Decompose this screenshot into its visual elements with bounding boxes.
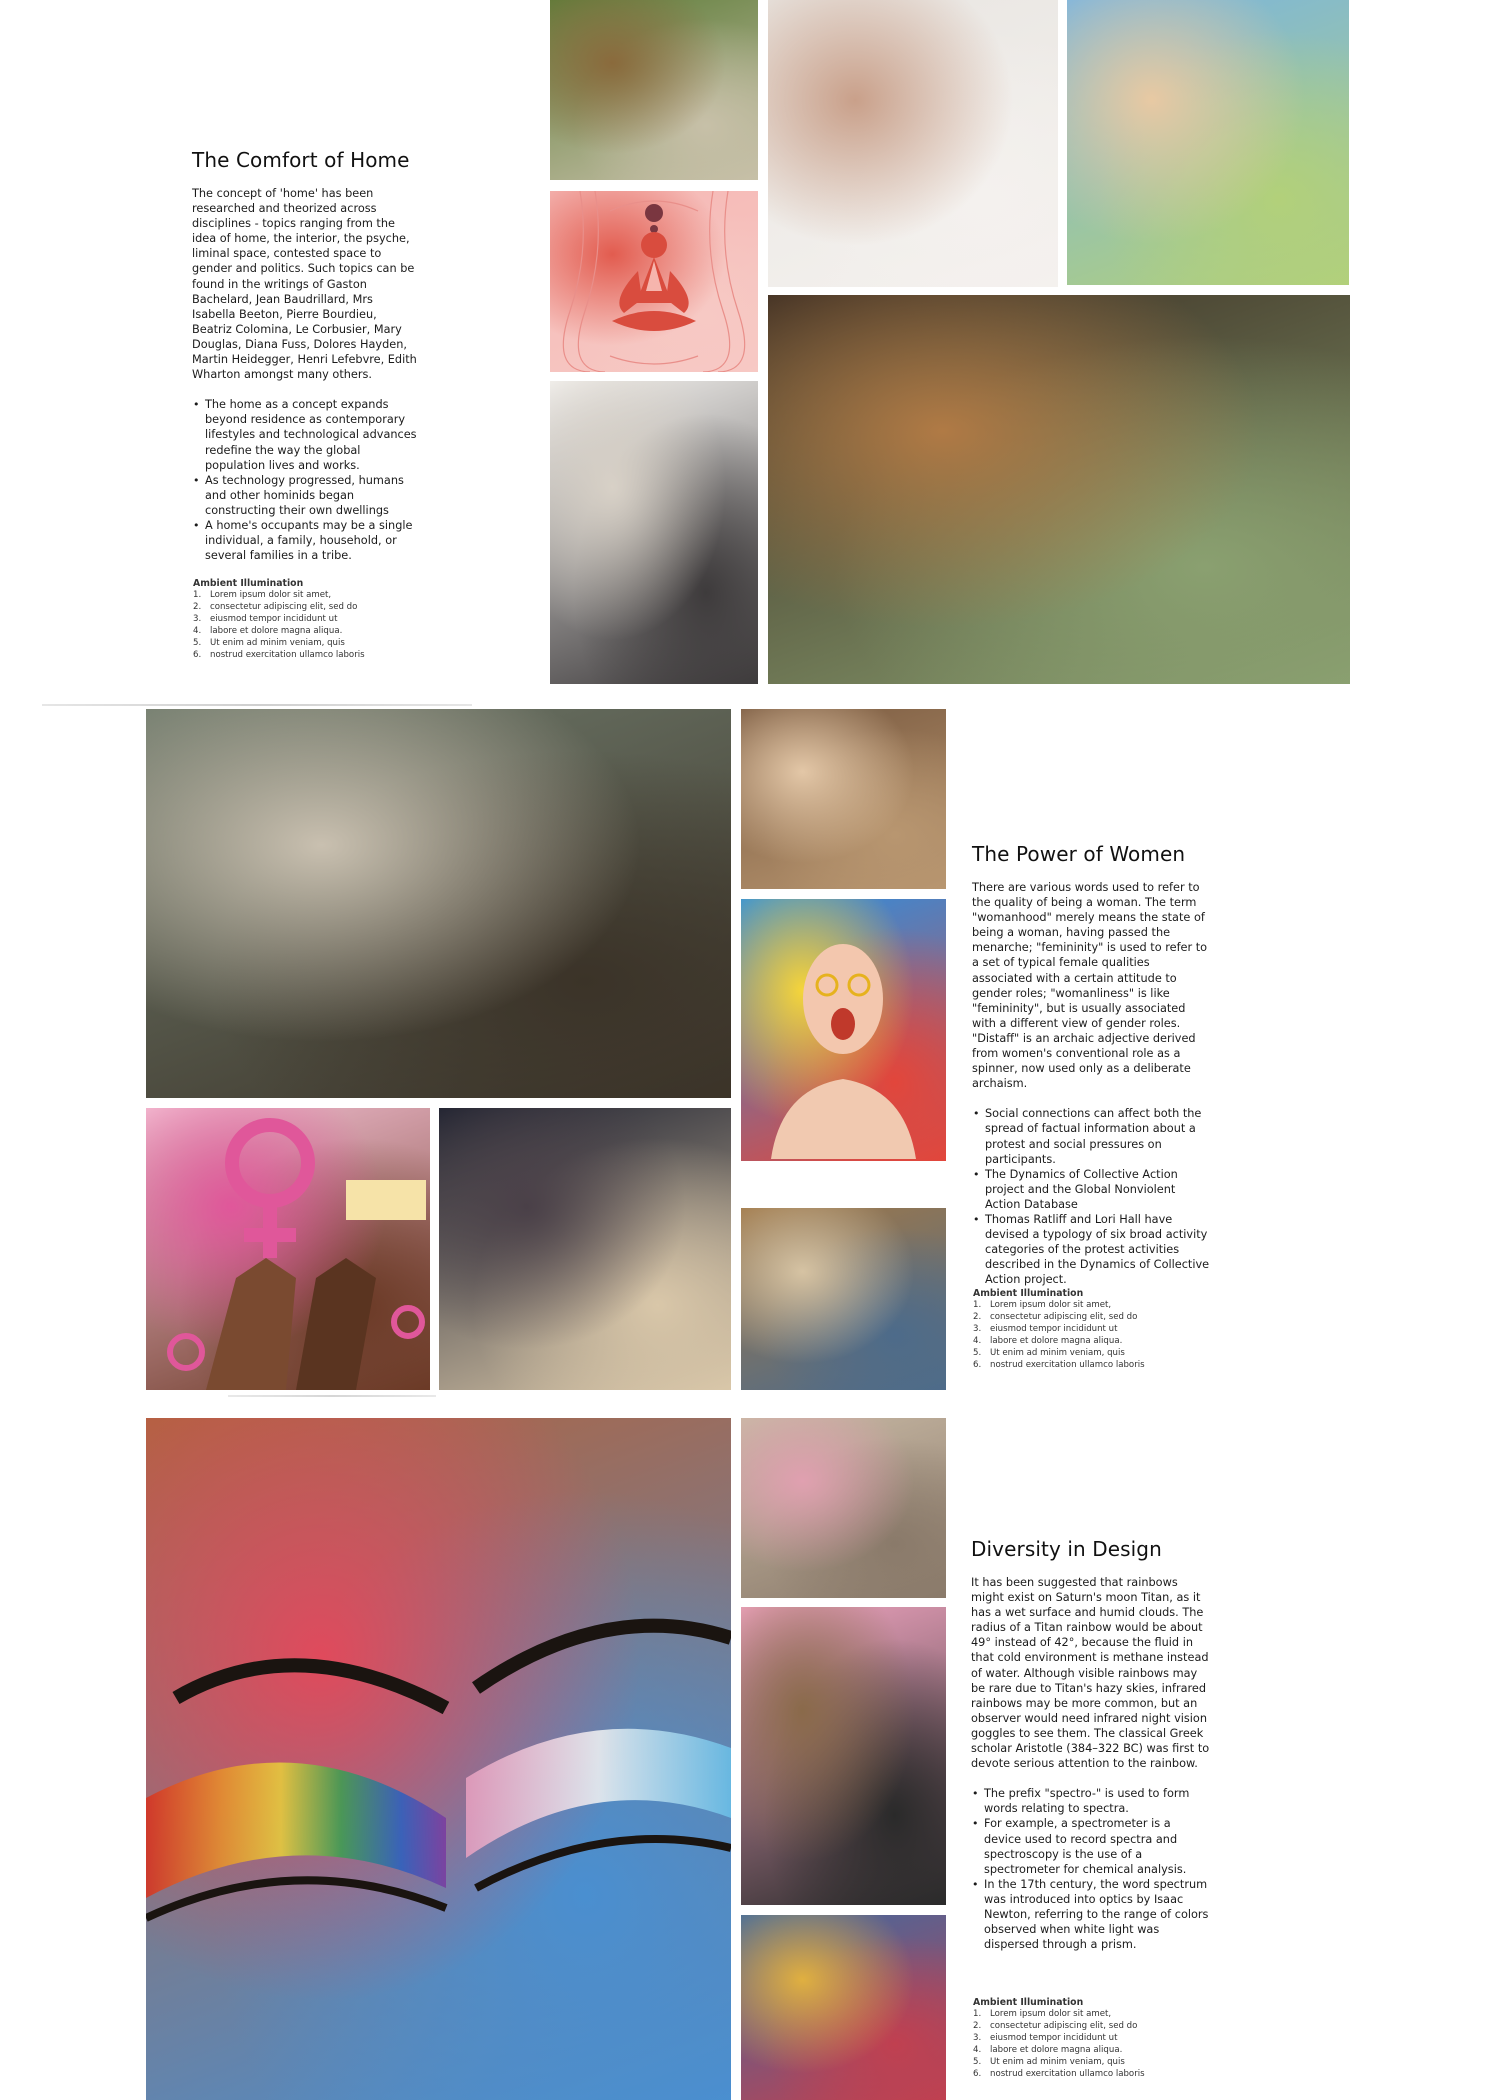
ambient-item: 2. consectetur adipiscing elit, sed do <box>193 601 358 612</box>
ambient-item: 3. eiusmod tempor incididunt ut <box>973 1323 1118 1334</box>
ambient-item: 2. consectetur adipiscing elit, sed do <box>973 1311 1138 1322</box>
ambient-item: 4. labore et dolore magna aliqua. <box>973 1335 1123 1346</box>
meditation-illustration <box>550 191 758 372</box>
women-bullet: • Thomas Ratliff and Lori Hall have devised a typology of six broad activity categories of the protest activities described in the Dynamics of Collective Action project. <box>985 1212 1212 1287</box>
rainbow-eyes-photo <box>146 1418 731 2100</box>
women-text-block <box>972 842 1212 1287</box>
female-symbol-icon <box>146 1108 430 1390</box>
ambient-item: 1. Lorem ipsum dolor sit amet, <box>973 2009 1112 2019</box>
diversity-body: It has been suggested that rainbows might exist on Saturn's moon Titan, as it has a wet surface and humid clouds. The radius of a Titan rainbow would be about 49° instead of 42°, because the fluid in that cold environment is methane instead of water. Although visible rainbows may be rare due to Titan's hazy skies, infrared rainbows may be more common, but an observer would need infrared night vision goggles to see them. The classical Greek scholar Aristotle (384–322 BC) was first to devote serious attention to the rainbow. <box>971 1576 1210 1771</box>
child-airplane-play-photo <box>768 0 1058 287</box>
ambient-item: 6. nostrud exercitation ullamco laboris <box>973 2068 1145 2079</box>
night-protest-photo <box>439 1108 731 1390</box>
ambient-item: 3. eiusmod tempor incididunt ut <box>193 613 338 624</box>
ambient-item: 2. consectetur adipiscing elit, sed do <box>973 2020 1138 2031</box>
closed-eyes-icon <box>146 1418 731 2100</box>
ambient-title: Ambient Illumination <box>973 1288 1084 1299</box>
women-protest-signs-photo <box>741 709 946 889</box>
home-text-block <box>192 148 418 563</box>
home-bullet: • The home as a concept expands beyond residence as contemporary lifestyles and technological advances redefine the way the global population lives and works. <box>205 397 418 472</box>
home-body: The concept of 'home' has been researched and theorized across disciplines - topics ranging from the idea of home, the interior, the psyche, liminal space, contested space to gender and politics. Such topics can be found in the writings of Gaston Bachelard, Jean Baudrillard, Mrs Isabella Beeton, Pierre Bourdieu, Beatriz Colomina, Le Corbusier, Mary Douglas, Diana Fuss, Dolores Hayden, Martin Heidegger, Henri Lefebvre, Edith Wharton amongst many others. <box>192 187 417 382</box>
diversity-text-block <box>971 1537 1211 1952</box>
ambient-item: 4. labore et dolore magna aliqua. <box>193 625 343 636</box>
woman-in-chair-photo <box>550 381 758 684</box>
ambient-item: 5. Ut enim ad minim veniam, quis <box>193 637 345 648</box>
divider-strip <box>42 704 472 706</box>
family-dinner-photo <box>768 295 1350 684</box>
home-bullet: • A home's occupants may be a single individual, a family, household, or several families in a tribe. <box>205 518 418 563</box>
rainbow-hair-illustration <box>741 899 946 1161</box>
kids-smiling-photo <box>1067 0 1349 285</box>
ambient-item: 5. Ut enim ad minim veniam, quis <box>973 1347 1125 1358</box>
diversity-title: Diversity in Design <box>971 1537 1162 1561</box>
home-ambient <box>193 578 393 661</box>
shouting-woman-icon <box>741 899 946 1161</box>
family-walk-bridge-photo <box>550 0 758 180</box>
women-bullet: • The Dynamics of Collective Action project and the Global Nonviolent Action Database <box>985 1167 1212 1212</box>
home-bullets <box>192 397 418 563</box>
ambient-item: 6. nostrud exercitation ullamco laboris <box>193 649 365 660</box>
women-body: There are various words used to refer to the quality of being a woman. The term "womanhood" merely means the state of being a woman, having passed the menarche; "femininity" is used to refer to a set of typical female qualities associated with a certain attitude to gender roles; "womanliness" is like "femininity", but is usually associated with a different view of gender roles. "Distaff" is an archaic adjective derived from women's conventional role as a spinner, now used only as a deliberate archaism. <box>972 881 1208 1091</box>
meditation-figure-icon <box>550 191 758 372</box>
ambient-item: 6. nostrud exercitation ullamco laboris <box>973 1359 1145 1370</box>
ambient-item: 1. Lorem ipsum dolor sit amet, <box>193 590 332 600</box>
ambient-item: 3. eiusmod tempor incididunt ut <box>973 2032 1118 2043</box>
diversity-bullet: • For example, a spectrometer is a device used to record spectra and spectroscopy is the use of a spectrometer for chemical analysis. <box>984 1816 1211 1876</box>
female-symbol-illustration <box>146 1108 430 1390</box>
women-bullet: • Social connections can affect both the spread of factual information about a protest and social pressures on participants. <box>985 1106 1212 1166</box>
diversity-bullet: • In the 17th century, the word spectrum was introduced into optics by Isaac Newton, referring to the range of colors observed when white light was dispersed through a prism. <box>984 1877 1211 1952</box>
divider-strip <box>228 1395 436 1397</box>
diversity-bullets <box>971 1786 1211 1952</box>
women-bullets <box>972 1106 1212 1287</box>
ambient-item: 4. labore et dolore magna aliqua. <box>973 2044 1123 2055</box>
hands-together-photo <box>741 1915 946 2100</box>
home-bullet: • As technology progressed, humans and other hominids began constructing their own dwellings <box>205 473 418 518</box>
diversity-bullet: • The prefix "spectro-" is used to form words relating to spectra. <box>984 1786 1211 1816</box>
ambient-title: Ambient Illumination <box>973 1997 1084 2008</box>
woman-pink-backdrop-photo <box>741 1607 946 1905</box>
women-ambient <box>973 1288 1173 1371</box>
women-title: The Power of Women <box>972 842 1186 866</box>
ambient-title: Ambient Illumination <box>193 578 304 589</box>
sos-sign-photo <box>741 1208 946 1390</box>
protest-crowd-photo <box>146 709 731 1098</box>
ambient-item: 1. Lorem ipsum dolor sit amet, <box>973 1300 1112 1310</box>
ambient-item: 5. Ut enim ad minim veniam, quis <box>973 2056 1125 2067</box>
home-title: The Comfort of Home <box>192 148 410 172</box>
diversity-ambient <box>973 1997 1173 2080</box>
wheelchair-street-photo <box>741 1418 946 1598</box>
